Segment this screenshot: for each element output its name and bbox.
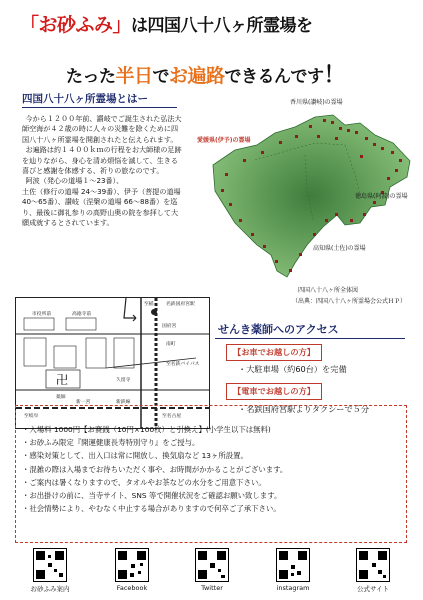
access-car-text: ・大駐車場（約60台）を完備 <box>238 364 347 374</box>
headline-text: は四国八十八ヶ所霊場を <box>131 16 313 36</box>
map-label-minamicho: 南町 <box>166 342 176 347</box>
map-label-ehime: 愛媛県(伊予)の霊場 <box>197 137 251 144</box>
qr-code-facebook[interactable] <box>115 548 149 582</box>
map-label-park: 至岐阜 <box>24 414 39 419</box>
svg-text:卍: 卍 <box>56 373 69 387</box>
notice-item: ・入場料 1000円【お賽銭（10円×100枚）と引換え】(小学生以下は無料) <box>22 425 271 434</box>
access-train-label: 【電車でお越しの方】 <box>226 383 322 400</box>
headline-text: たった <box>66 67 116 87</box>
qr-label: Twitter <box>201 584 223 592</box>
map-label-kotokuji: 高徳寺前 <box>72 312 92 317</box>
intro-paragraph: 阿波（発心の道場１〜23番）、 <box>25 176 124 186</box>
qr-code-twitter[interactable] <box>195 548 229 582</box>
map-label-meitetsu: 名鉄国府宮駅 <box>166 302 195 307</box>
headline-highlight-ohenro: お遍路 <box>169 65 225 87</box>
map-label-kochi: 高知県(土佐)の霊場 <box>313 245 366 252</box>
headline-text: できるんです <box>224 67 324 87</box>
map-label-nagoya: 至名古屋 <box>162 414 182 419</box>
notice-box <box>15 405 407 543</box>
map-source: （出典：四国八十八ヶ所霊場会公式ＨＰ） <box>292 298 407 305</box>
intro-paragraph: お遍路は約１４００ｋｍの行程をお大師様の足跡を辿りながら、身心を清め煩悩を滅して、生きる喜びと感謝を体感する、祈りの旅なのです。 <box>22 145 182 176</box>
access-divider <box>215 338 405 339</box>
notice-list <box>22 423 400 515</box>
headline-text: で <box>152 67 170 87</box>
map-label-kagawa: 香川県(讃岐)の霊場 <box>290 99 343 106</box>
access-train-text: ・名鉄国府宮駅よりタクシーで５分 <box>238 404 370 414</box>
headline-line-2 <box>66 58 416 89</box>
qr-code-osunafumi[interactable] <box>33 548 67 582</box>
notice-item: ・混雑の際は入場までお待ちいただく事や、お時間がかかることがございます。 <box>22 464 288 474</box>
notice-item: ・お砂ふみ限定『開運健康長寿特別守り』をご授与。 <box>22 438 200 448</box>
qr-code-row <box>0 548 423 600</box>
access-heading: せんき薬師へのアクセス <box>218 323 339 336</box>
map-label-station-mark: 至稲 <box>144 302 154 307</box>
notice-item: ・社会情勢により、やむなく中止する場合がありますので何卒ご了承下さい。 <box>22 504 281 514</box>
intro-paragraph: 土佐（修行の道場 24〜39番）、伊予（菩提の道場 40〜65番）、讃岐（涅槃の道場 66〜88番）を巡り、最後に御礼参りの高野山奥の院を参拝して大願成就するとされています。 <box>22 186 181 228</box>
qr-code-official-site[interactable] <box>356 548 390 582</box>
map-caption: 四国八十八ヶ所全体図 <box>298 287 359 294</box>
intro-body <box>22 114 182 228</box>
qr-label: お砂ふみ案内 <box>30 585 70 593</box>
map-label-kokufunomiya: 国府宮 <box>162 324 177 329</box>
headline-highlight-osunafumi: 「お砂ふみ」 <box>20 14 132 36</box>
intro-heading: 四国八十八ヶ所霊場とはー <box>22 91 177 108</box>
notice-item: ・感染対策として、出入口は常に開放し、換気扇など 13ヶ所設置。 <box>22 451 248 461</box>
intro-paragraph: 今から１２００年前、讃岐でご誕生された弘法大師空海が４２歳の時に人々の災難を除くために四国八十八ヶ所霊場を開創されたと伝えられます。 <box>22 114 182 144</box>
notice-item: ・お出掛けの前に、当寺サイト、SNS 等で開催状況をご確認お願い致します。 <box>22 491 282 501</box>
map-label-highway: 至名鉄バイパス <box>166 362 200 367</box>
access-car-label: 【お車でお越しの方】 <box>226 344 322 361</box>
headline-highlight-hannichi: 半日 <box>115 65 153 87</box>
map-label-shiyakusho: 市役所前 <box>32 312 52 317</box>
shikoku-map <box>195 95 420 295</box>
map-label-kyuuruiji: 久留寺 <box>116 378 131 383</box>
map-label-tokushima: 徳島県(阿波)の霊場 <box>355 193 408 200</box>
qr-code-instagram[interactable] <box>276 548 310 582</box>
qr-label: instagram <box>276 584 310 592</box>
headline-line-1 <box>20 10 410 37</box>
qr-label: 公式サイト <box>356 585 390 593</box>
headline-exclamation: ！ <box>323 63 346 88</box>
notice-item: ・ご案内は暑くなりますので、タオルやお茶などの水分をご用意下さい。 <box>22 477 266 487</box>
qr-label: Facebook <box>116 584 148 592</box>
map-label-temple: 薬師 <box>56 395 66 400</box>
map-label-shintetsu: 新鉄線 <box>116 400 131 405</box>
map-label-shin-ichinomiya: 新一宮 <box>76 400 91 405</box>
